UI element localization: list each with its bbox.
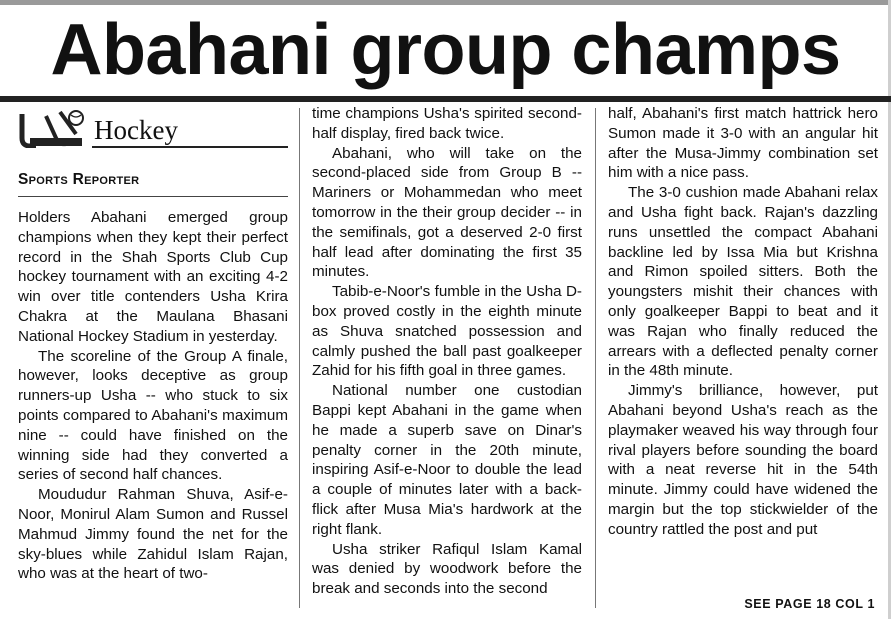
- byline-rule: [18, 196, 288, 197]
- paragraph: National number one custodian Bappi kept Abahani in the game when he made a superb save on Dinar's penalty corner in the 20th minute, inspiring Asif-e-Noor to double the lead a couple of minutes later with a back-flick after Musa Mia's hardwork at the right flank.: [312, 382, 582, 538]
- top-rule: [0, 0, 891, 5]
- column-divider: [299, 108, 300, 608]
- article-column-1: [18, 208, 288, 584]
- article-column-2: [312, 104, 582, 599]
- paragraph: Abahani, who will take on the second-placed side from Group B -- Mariners or Mohammedan who meet tomorrow in the their group decider -- in the semifinals, got a deserved 2-0 first half lead after dominating the first 35 minutes.: [312, 144, 582, 281]
- article-column-3: [608, 104, 878, 540]
- section-underline: [92, 146, 288, 148]
- paragraph: Holders Abahani emerged group champions when they kept their perfect record in the Shah Sports Club Cup hockey tournament with an exciting 4-2 win over title contenders Usha Krira Chakra at the Maulana Bhasani National Hockey Stadium in yesterday.: [18, 209, 288, 345]
- headline: Abahani group champs: [50, 10, 841, 90]
- paragraph: Usha striker Rafiqul Islam Kamal was denied by woodwork before the break and seconds into the second: [312, 540, 582, 598]
- paragraph: Moududur Rahman Shuva, Asif-e-Noor, Monirul Alam Sumon and Russel Mahmud Jimmy found the net for the sky-blues while Zahidul Islam Rajan, who was at the heart of two-: [18, 486, 288, 583]
- paragraph: Tabib-e-Noor's fumble in the Usha D-box proved costly in the eighth minute as Shuva snatched possession and calmly pushed the ball past goalkeeper Zahid for his fifth goal in three games.: [312, 283, 582, 380]
- paragraph: The 3-0 cushion made Abahani relax and Usha fight back. Rajan's dazzling runs unsettled the compact Abahani backline led by Issa Mia but Krishna and Rimon spoiled sitters. Both the youngsters mishit their chances with only goalkeeper Bappi to beat and it was Rajan who finally reduced the arrears with a deflected penalty corner in the 48th minute.: [608, 184, 878, 380]
- headline-rule: [0, 96, 891, 102]
- paragraph: half, Abahani's first match hattrick hero Sumon made it 3-0 with an angular hit after the Musa-Jimmy combination set him with a nice pass.: [608, 105, 878, 182]
- byline: Sports Reporter: [18, 171, 140, 188]
- paragraph: Jimmy's brilliance, however, put Abahani beyond Usha's reach as the playmaker weaved his way through four rival players before sounding the board with a neat reverse hit in the 54th minute. Jimmy could have widened the margin but the top stickwielder of the country rattled the post and put: [608, 382, 878, 538]
- paragraph: time champions Usha's spirited second-half display, fired back twice.: [312, 105, 582, 142]
- section-label: Hockey: [94, 115, 178, 145]
- column-divider: [595, 108, 596, 608]
- continuation-line: SEE PAGE 18 COL 1: [744, 597, 875, 611]
- hockey-sticks-ball-icon: [16, 108, 90, 148]
- section-kicker: [16, 108, 288, 150]
- paragraph: The scoreline of the Group A finale, however, looks deceptive as group runners-up Usha -- who stuck to six points compared to Abahani's maximum nine -- could have finished on the winning side had they converted a series of second half chances.: [18, 347, 288, 484]
